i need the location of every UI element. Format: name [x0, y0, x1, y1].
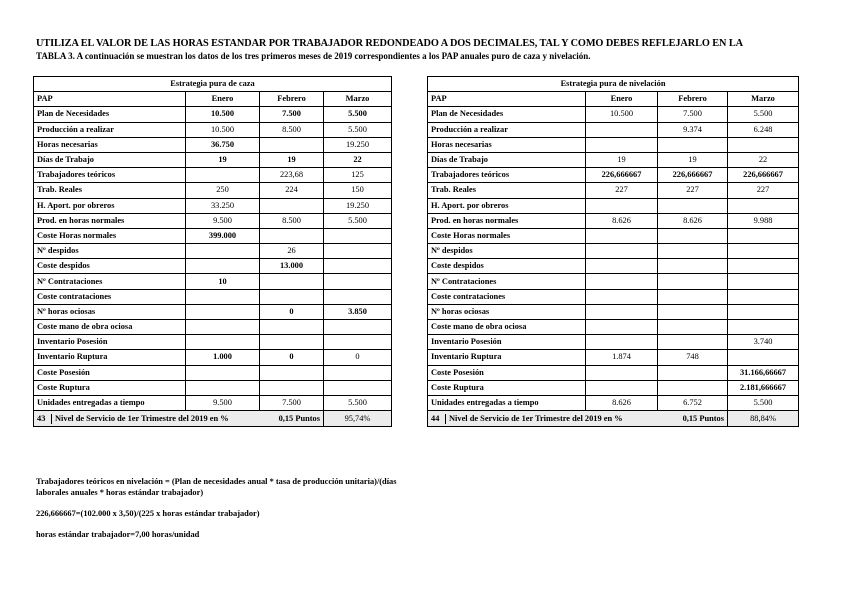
service-level-label — [428, 411, 728, 427]
table-row — [34, 168, 392, 183]
table-cell — [260, 289, 324, 304]
table-row — [428, 304, 799, 319]
column-header: Enero — [586, 92, 658, 107]
table-cell: 10.500 — [586, 107, 658, 122]
table-cell — [658, 289, 728, 304]
table-cell: 5.500 — [324, 107, 392, 122]
table-cell — [728, 289, 799, 304]
row-label: H. Aport. por obreros — [428, 198, 586, 213]
row-label: Días de Trabajo — [428, 152, 586, 167]
table-row — [428, 213, 799, 228]
table-row — [34, 107, 392, 122]
table-cell — [186, 335, 260, 350]
table-cell: 748 — [658, 350, 728, 365]
table-cell — [586, 198, 658, 213]
table-cell: 9.500 — [186, 213, 260, 228]
table-cell — [658, 380, 728, 395]
row-label: Coste mano de obra ociosa — [34, 320, 186, 335]
row-label: Nº Contrataciones — [428, 274, 586, 289]
table-row — [34, 152, 392, 167]
table-cell — [186, 320, 260, 335]
table-cell: 399.000 — [186, 228, 260, 243]
row-label: Producción a realizar — [428, 122, 586, 137]
table-cell: 3.850 — [324, 304, 392, 319]
table-cell — [658, 198, 728, 213]
table-cell: 5.500 — [728, 107, 799, 122]
table-cell — [586, 365, 658, 380]
table-cell — [586, 259, 658, 274]
table-cell: 3.740 — [728, 335, 799, 350]
column-header: Marzo — [728, 92, 799, 107]
table-row — [34, 335, 392, 350]
table-cell: 9.988 — [728, 213, 799, 228]
table-cell: 19.250 — [324, 198, 392, 213]
table-row — [428, 107, 799, 122]
table-title: Estrategia pura de caza — [34, 77, 392, 92]
table-row — [34, 183, 392, 198]
table-cell — [260, 198, 324, 213]
table-cell — [658, 365, 728, 380]
table-cell — [186, 365, 260, 380]
row-label: Nº despidos — [34, 244, 186, 259]
row-label: Coste contrataciones — [34, 289, 186, 304]
table-nivelacion — [427, 76, 799, 427]
row-label: Coste mano de obra ociosa — [428, 320, 586, 335]
table-row — [428, 335, 799, 350]
table-row — [428, 244, 799, 259]
column-header: Febrero — [260, 92, 324, 107]
table-cell — [324, 274, 392, 289]
column-header: Febrero — [658, 92, 728, 107]
column-header: PAP — [34, 92, 186, 107]
row-label: H. Aport. por obreros — [34, 198, 186, 213]
table-cell — [586, 335, 658, 350]
table-cell — [260, 228, 324, 243]
table-cell: 9.500 — [186, 395, 260, 410]
table-cell — [658, 320, 728, 335]
table-cell — [186, 289, 260, 304]
table-cell: 250 — [186, 183, 260, 198]
row-label: Nº despidos — [428, 244, 586, 259]
row-label: Coste Ruptura — [428, 380, 586, 395]
table-cell — [324, 244, 392, 259]
table-cell: 31.166,66667 — [728, 365, 799, 380]
table-cell — [324, 320, 392, 335]
table-row — [428, 395, 799, 410]
row-label: Nº horas ociosas — [428, 304, 586, 319]
table-cell — [728, 350, 799, 365]
table-cell: 5.500 — [324, 395, 392, 410]
table-cell: 8.626 — [586, 213, 658, 228]
instruction-heading — [36, 38, 826, 62]
table-cell: 19 — [260, 152, 324, 167]
table-row — [428, 168, 799, 183]
row-label: Horas necesarias — [428, 137, 586, 152]
table-cell: 0 — [260, 350, 324, 365]
table-cell: 7.500 — [658, 107, 728, 122]
table-cell: 10.500 — [186, 107, 260, 122]
row-label: Prod. en horas normales — [428, 213, 586, 228]
table-cell: 5.500 — [728, 395, 799, 410]
row-label: Inventario Ruptura — [34, 350, 186, 365]
table-cell: 223,68 — [260, 168, 324, 183]
table-row — [34, 122, 392, 137]
table-cell: 227 — [586, 183, 658, 198]
table-header-row — [34, 92, 392, 107]
table-cell — [728, 228, 799, 243]
table-cell: 9.374 — [658, 122, 728, 137]
table-row — [34, 228, 392, 243]
table-cell — [260, 320, 324, 335]
table-cell — [324, 380, 392, 395]
table-cell: 22 — [728, 152, 799, 167]
table-cell: 0 — [260, 304, 324, 319]
table-cell: 19 — [586, 152, 658, 167]
table-row — [428, 259, 799, 274]
table-cell — [728, 320, 799, 335]
table-row — [428, 183, 799, 198]
table-cell: 22 — [324, 152, 392, 167]
row-label: Inventario Posesión — [428, 335, 586, 350]
table-cell — [260, 137, 324, 152]
instruction-line-2: TABLA 3. A continuación se muestran los datos de los tres primeros meses de 2019 correspondientes a los PAP anuales puro de caza y nivelación. — [36, 51, 591, 61]
row-label: Coste Horas normales — [34, 228, 186, 243]
table-cell: 6.752 — [658, 395, 728, 410]
service-level-row — [428, 411, 799, 427]
table-cell — [586, 228, 658, 243]
row-label: Inventario Ruptura — [428, 350, 586, 365]
table-cell: 226,666667 — [586, 168, 658, 183]
table-cell — [728, 198, 799, 213]
table-cell — [728, 259, 799, 274]
table-cell — [658, 259, 728, 274]
row-label: Plan de Necesidades — [34, 107, 186, 122]
table-cell — [324, 335, 392, 350]
table-cell: 8.500 — [260, 213, 324, 228]
table-cell: 6.248 — [728, 122, 799, 137]
table-row — [34, 198, 392, 213]
row-label: Coste despidos — [34, 259, 186, 274]
table-cell: 7.500 — [260, 395, 324, 410]
table-cell: 1.874 — [586, 350, 658, 365]
table-cell — [260, 335, 324, 350]
table-cell: 19 — [186, 152, 260, 167]
table-cell: 10 — [186, 274, 260, 289]
table-cell — [728, 274, 799, 289]
table-row — [428, 365, 799, 380]
table-row — [428, 228, 799, 243]
table-cell — [586, 304, 658, 319]
table-cell — [186, 380, 260, 395]
table-cell — [186, 259, 260, 274]
table-cell — [186, 168, 260, 183]
row-label: Horas necesarias — [34, 137, 186, 152]
table-cell: 5.500 — [324, 213, 392, 228]
table-cell — [658, 228, 728, 243]
table-cell: 226,666667 — [728, 168, 799, 183]
table-cell: 36.750 — [186, 137, 260, 152]
note-result: horas estándar trabajador=7,00 horas/unidad — [36, 530, 200, 539]
table-cell: 8.626 — [586, 395, 658, 410]
service-level-value: 88,84% — [728, 411, 799, 427]
row-label: Nº Contrataciones — [34, 274, 186, 289]
table-cell — [324, 365, 392, 380]
table-row — [34, 289, 392, 304]
table-cell — [260, 365, 324, 380]
table-cell: 19 — [658, 152, 728, 167]
table-cell — [586, 137, 658, 152]
table-row — [428, 122, 799, 137]
row-label: Coste contrataciones — [428, 289, 586, 304]
table-cell: 1.000 — [186, 350, 260, 365]
table-cell — [658, 244, 728, 259]
table-row — [34, 213, 392, 228]
table-row — [34, 137, 392, 152]
row-label: Trab. Reales — [428, 183, 586, 198]
table-cell: 224 — [260, 183, 324, 198]
table-row — [428, 350, 799, 365]
table-cell — [324, 289, 392, 304]
column-header: Enero — [186, 92, 260, 107]
table-cell: 10.500 — [186, 122, 260, 137]
table-row — [428, 152, 799, 167]
note-formula: Trabajadores teóricos en nivelación = (Plan de necesidades anual * tasa de producción unitaria)/(días laborales anuales * horas estándar trabajador) — [36, 477, 397, 497]
service-level-text: Nivel de Servicio de 1er Trimestre del 2019 en % — [449, 413, 623, 423]
row-label: Unidades entregadas a tiempo — [34, 395, 186, 410]
table-row — [34, 259, 392, 274]
table-cell — [586, 289, 658, 304]
row-label: Unidades entregadas a tiempo — [428, 395, 586, 410]
table-cell — [586, 380, 658, 395]
table-row — [428, 289, 799, 304]
row-label: Coste Ruptura — [34, 380, 186, 395]
table-cell: 2.181,666667 — [728, 380, 799, 395]
table-cell: 226,666667 — [658, 168, 728, 183]
table-cell: 125 — [324, 168, 392, 183]
table-cell — [728, 137, 799, 152]
table-cell — [186, 304, 260, 319]
row-label: Trabajadores teóricos — [34, 168, 186, 183]
row-label: Coste despidos — [428, 259, 586, 274]
table-cell: 33.250 — [186, 198, 260, 213]
table-cell — [728, 244, 799, 259]
row-label: Nº horas ociosas — [34, 304, 186, 319]
table-caza — [33, 76, 392, 427]
row-label: Trabajadores teóricos — [428, 168, 586, 183]
table-row — [34, 365, 392, 380]
table-cell — [658, 137, 728, 152]
table-cell: 5.500 — [324, 122, 392, 137]
table-cell: 8.500 — [260, 122, 324, 137]
table-cell — [186, 244, 260, 259]
table-cell: 150 — [324, 183, 392, 198]
service-level-row — [34, 411, 392, 427]
table-cell — [658, 335, 728, 350]
row-label: Prod. en horas normales — [34, 213, 186, 228]
table-cell: 227 — [658, 183, 728, 198]
column-header: Marzo — [324, 92, 392, 107]
row-label: Trab. Reales — [34, 183, 186, 198]
service-level-value: 95,74% — [324, 411, 392, 427]
table-cell — [658, 304, 728, 319]
row-label: Coste Horas normales — [428, 228, 586, 243]
table-row — [428, 198, 799, 213]
table-cell — [324, 228, 392, 243]
table-cell — [658, 274, 728, 289]
notes — [36, 476, 416, 550]
table-row — [34, 395, 392, 410]
instruction-line-1: UTILIZA EL VALOR DE LAS HORAS ESTANDAR POR TRABAJADOR REDONDEADO A DOS DECIMALES, TAL Y COMO DEBES REFLEJARLO EN LA — [36, 38, 743, 49]
table-title-row — [34, 77, 392, 92]
question-number: 43 — [37, 414, 52, 424]
table-cell: 26 — [260, 244, 324, 259]
table-cell — [260, 380, 324, 395]
table-row — [34, 380, 392, 395]
column-header: PAP — [428, 92, 586, 107]
points-badge: 0,15 Puntos — [682, 413, 724, 423]
table-cell — [586, 122, 658, 137]
table-title-row — [428, 77, 799, 92]
table-cell — [586, 274, 658, 289]
question-number: 44 — [431, 414, 446, 424]
table-row — [34, 304, 392, 319]
table-cell: 227 — [728, 183, 799, 198]
table-row — [34, 320, 392, 335]
table-row — [428, 137, 799, 152]
table-cell: 8.626 — [658, 213, 728, 228]
table-cell — [586, 244, 658, 259]
table-cell — [324, 259, 392, 274]
table-title: Estrategia pura de nivelación — [428, 77, 799, 92]
table-cell — [260, 274, 324, 289]
table-cell: 0 — [324, 350, 392, 365]
table-cell: 7.500 — [260, 107, 324, 122]
table-row — [428, 380, 799, 395]
row-label: Producción a realizar — [34, 122, 186, 137]
table-cell: 19.250 — [324, 137, 392, 152]
row-label: Inventario Posesión — [34, 335, 186, 350]
service-level-text: Nivel de Servicio de 1er Trimestre del 2019 en % — [55, 413, 229, 423]
row-label: Coste Posesión — [428, 365, 586, 380]
table-cell — [728, 304, 799, 319]
table-row — [34, 350, 392, 365]
row-label: Plan de Necesidades — [428, 107, 586, 122]
points-badge: 0,15 Puntos — [278, 413, 320, 423]
table-row — [428, 320, 799, 335]
service-level-label — [34, 411, 324, 427]
table-header-row — [428, 92, 799, 107]
table-row — [428, 274, 799, 289]
row-label: Días de Trabajo — [34, 152, 186, 167]
note-calculation: 226,666667=(102.000 x 3,50)/(225 x horas estándar trabajador) — [36, 509, 260, 518]
row-label: Coste Posesión — [34, 365, 186, 380]
table-cell — [586, 320, 658, 335]
table-cell: 13.000 — [260, 259, 324, 274]
table-row — [34, 244, 392, 259]
table-row — [34, 274, 392, 289]
